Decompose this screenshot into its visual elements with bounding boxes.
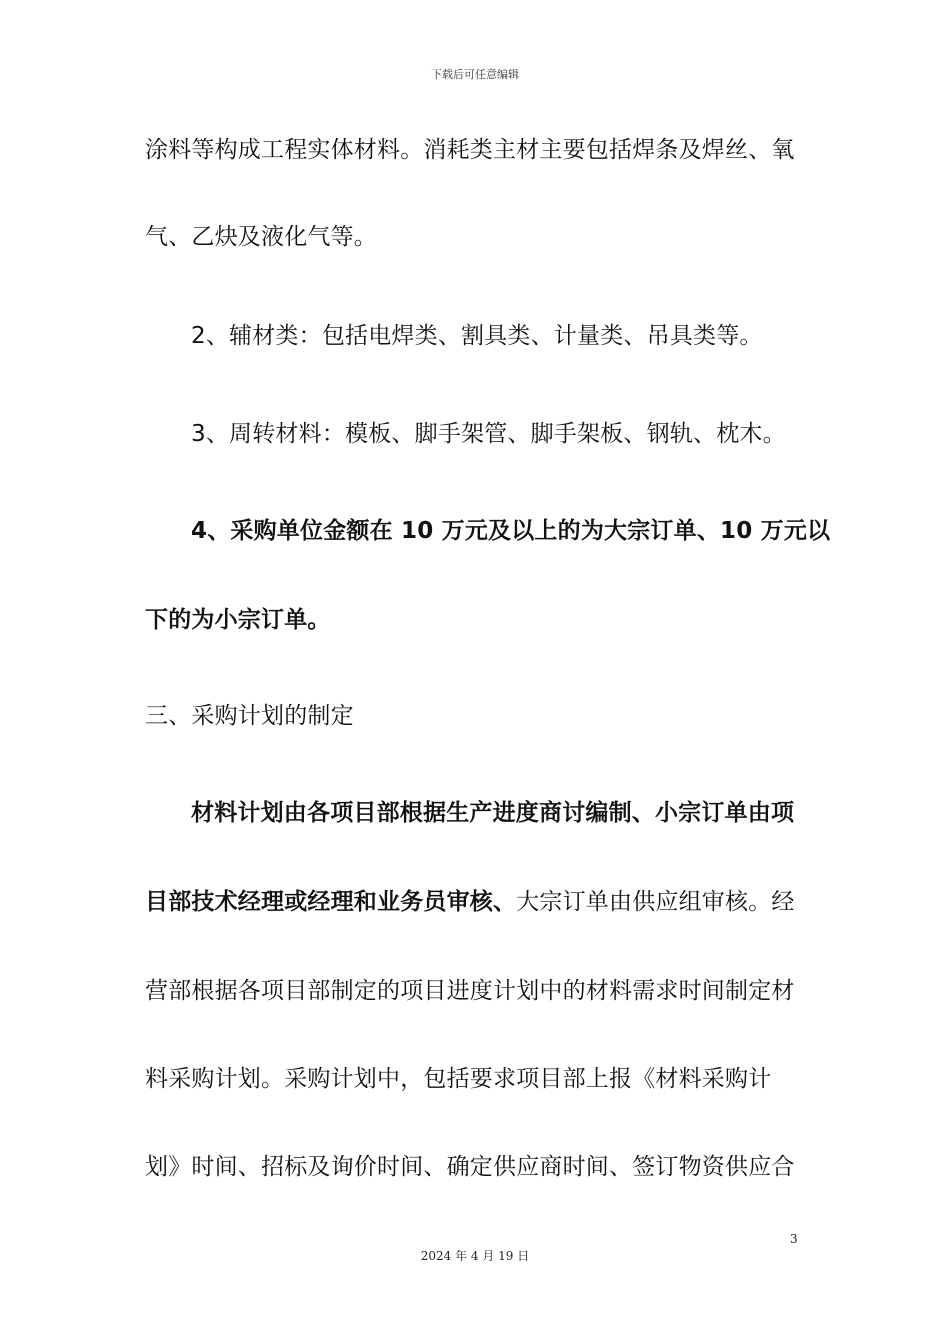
list-item-order-size-rule: 4、采购单位金额在 10 万元及以上的为大宗订单、10 万元以 bbox=[191, 518, 831, 544]
footer-date: 2024 年 4 月 19 日 bbox=[420, 1249, 530, 1263]
paragraph-plan-line-5: 划》时间、招标及询价时间、确定供应商时间、签订物资供应合 bbox=[145, 1154, 795, 1180]
paragraph-plan-line-4: 料采购计划。采购计划中，包括要求项目部上报《材料采购计 bbox=[145, 1066, 772, 1092]
paragraph-plan-line-2 bbox=[145, 880, 795, 924]
list-item-auxiliary-materials: 2、辅材类：包括电焊类、割具类、计量类、吊具类等。 bbox=[191, 323, 763, 349]
page-header: 下载后可任意编辑 bbox=[431, 68, 519, 81]
section-heading: 三、采购计划的制定 bbox=[145, 703, 354, 729]
list-item-order-size-rule-cont: 下的为小宗订单。 bbox=[145, 607, 331, 633]
paragraph-plan-line-3: 营部根据各项目部制定的项目进度计划中的材料需求时间制定材 bbox=[145, 978, 795, 1004]
paragraph-plan-line-2-bold: 目部技术经理或经理和业务员审核、 bbox=[145, 889, 517, 915]
paragraph-plan-line-1: 材料计划由各项目部根据生产进度商讨编制、小宗订单由项 bbox=[191, 800, 795, 826]
paragraph-plan-line-2-normal: 大宗订单由供应组审核。经 bbox=[516, 889, 795, 915]
page-number: 3 bbox=[790, 1232, 798, 1246]
list-item-revolving-materials: 3、周转材料：模板、脚手架管、脚手架板、钢轨、枕木。 bbox=[191, 421, 786, 447]
paragraph-line-1: 涂料等构成工程实体材料。消耗类主材主要包括焊条及焊丝、氧 bbox=[145, 137, 795, 163]
paragraph-line-2: 气、乙炔及液化气等。 bbox=[145, 224, 377, 250]
